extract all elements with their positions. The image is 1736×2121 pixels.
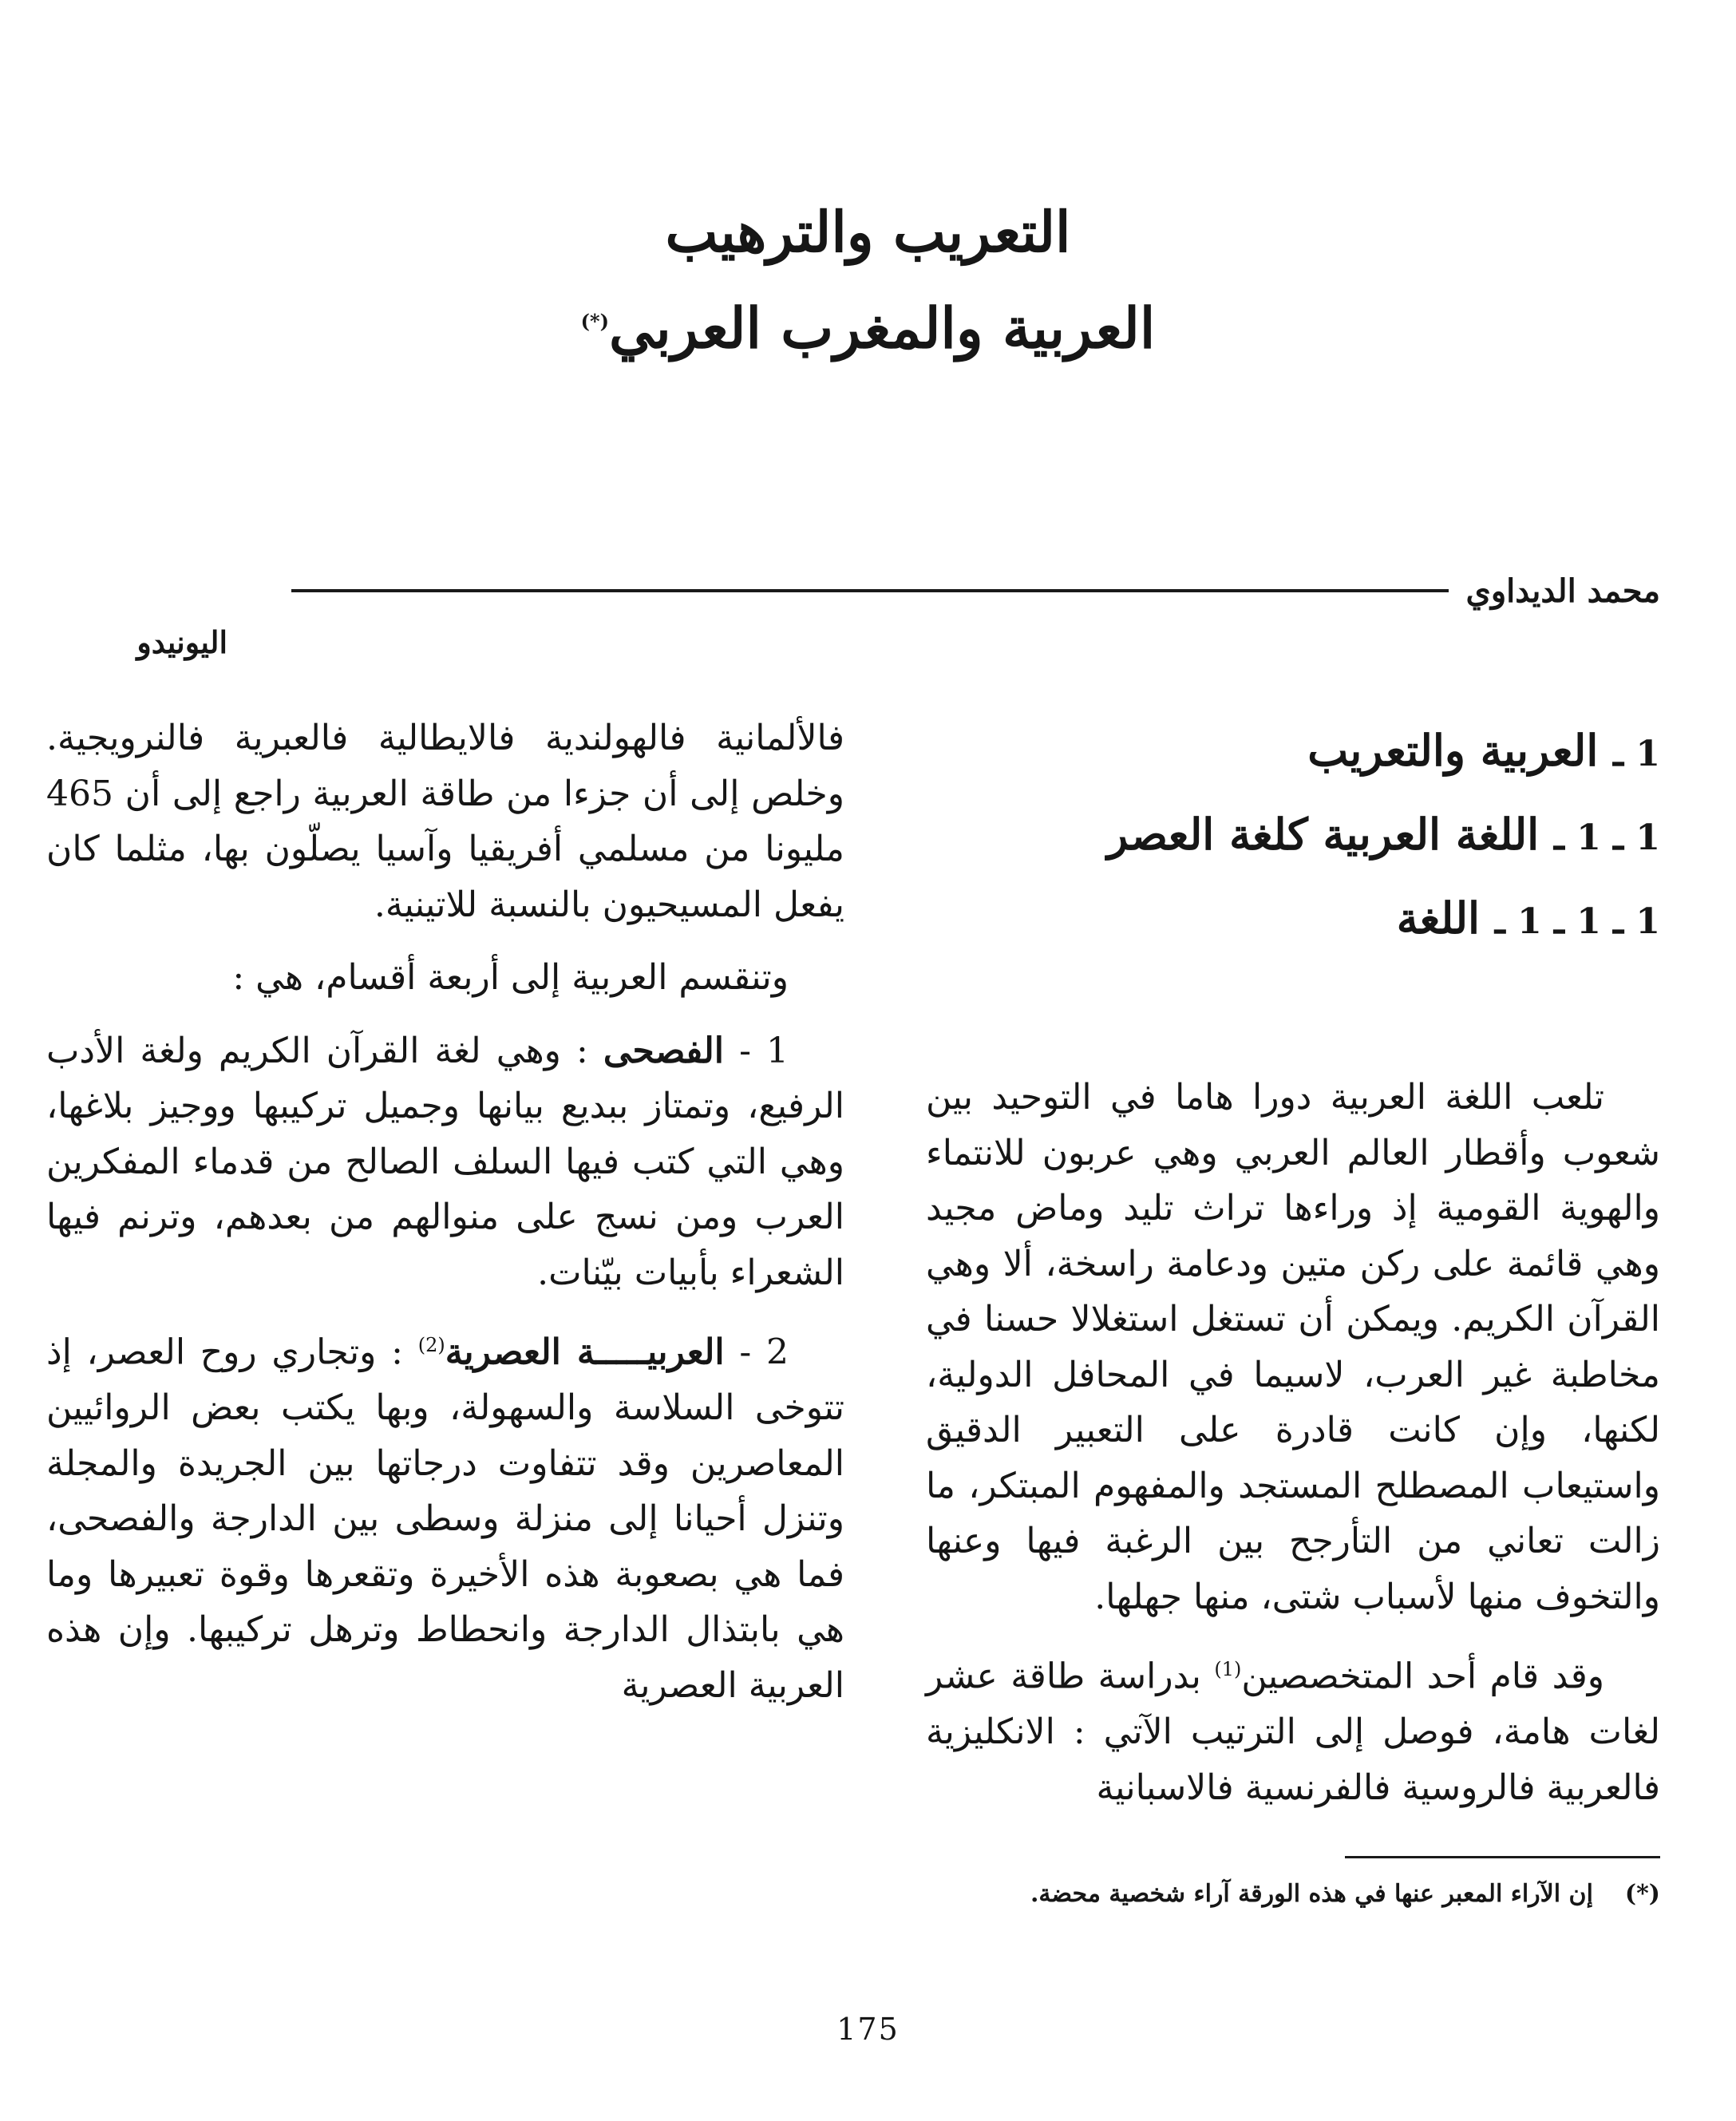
body-paragraph: فالألمانية فالهولندية فالايطالية فالعبرية فالنرويجية. وخلص إلى أن جزءا من طاقة العربية راجع إلى أن 465 مليونا من مسلمي أفريقيا وآسيا يصلّون بها، مثلما كان يفعل المسيحيون بالنسبة للاتينية. [46, 718, 844, 925]
subsubsection-heading [926, 878, 1660, 962]
subsubsection-title: اللغة [1396, 892, 1481, 944]
subsection-heading [926, 794, 1660, 878]
body-paragraph: وتنقسم العربية إلى أربعة أقسام، هي : [232, 957, 789, 998]
right-body [926, 1070, 1660, 1815]
subsection-title: اللغة العربية كلغة العصر [1107, 809, 1540, 860]
author-name: محمد الديداوي [1465, 572, 1660, 610]
footnote-ref: (2) [417, 1334, 445, 1356]
paragraph-text: بدراسة طاقة عشر لغات هامة، فوصل إلى الترتيب الآتي : الانكليزية فالعربية فالروسية فالفرنسية فالاسبانية [926, 1656, 1660, 1808]
footnote [1030, 1880, 1660, 1908]
list-item-title: العربيـــــة العصرية [445, 1332, 725, 1373]
section-headings [926, 710, 1660, 962]
left-column [46, 710, 844, 1731]
author-divider [291, 589, 1449, 592]
subtitle [0, 277, 1736, 373]
subsection-number: 1 ـ 1 ـ [1554, 817, 1660, 858]
list-item [46, 1023, 844, 1301]
footnote-text: إن الآراء المعبر عنها في هذه الورقة آراء شخصية محضة. [1030, 1880, 1593, 1908]
body-paragraph: تلعب اللغة العربية دورا هاما في التوحيد بين شعوب وأقطار العالم العربي وهي عربون للانتماء والهوية القومية إذ وراءها تراث تليد وماض مجيد وهي قائمة على ركن متين ودعامة راسخة، ألا وهي القرآن الكريم. ويمكن أن تستغل استغلالا حسنا في مخاطبة غير العرب، لاسيما في المحافل الدولية، لكنها، وإن كانت قادرة على التعبير الدقيق واستيعاب المصطلح المستجد والمفهوم المبتكر، ما زالت تعاني من التأرجح بين الرغبة فيها وعنها والتخوف منها لأسباب شتى، منها جهلها. [926, 1077, 1661, 1617]
title-block [0, 188, 1736, 373]
list-item [46, 1318, 844, 1713]
title-footnote-mark: (*) [580, 310, 609, 333]
subsubsection-number: 1 ـ 1 ـ 1 ـ [1494, 901, 1660, 942]
footnote-divider [1345, 1856, 1660, 1858]
list-item-text: : وتجاري روح العصر، إذ تتوخى السلاسة والسهولة، وبها يكتب بعض الروائيين المعاصرين وقد تتفاوت درجاتها بين الجريدة والمجلة وتنزل أحيانا إلى منزلة وسطى بين الدارجة والفصحى، فما هي بصعوبة هذه الأخيرة وتقعرها وقوة تعبيرها وما هي بابتذال الدارجة وانحطاط وترهل تركيبها. وإن هذه العربية العصرية [46, 1332, 844, 1706]
page-number: 175 [836, 2012, 900, 2047]
section-heading [926, 710, 1660, 794]
footnote-mark: (*) [1624, 1880, 1660, 1908]
subtitle-text: العربية والمغرب العربي [608, 295, 1156, 362]
author-row [291, 559, 1660, 623]
footnote-ref: (1) [1214, 1658, 1242, 1680]
section-title: العربية والتعريب [1307, 725, 1599, 776]
list-item-title: الفصحى [603, 1030, 724, 1071]
author-affiliation: اليونيدو [136, 624, 227, 660]
right-column [926, 710, 1660, 1833]
paragraph-text: وقد قام أحد المتخصصين [1241, 1656, 1604, 1697]
main-title: التعريب والترهيب [665, 199, 1071, 265]
list-number: 1 - [739, 1030, 789, 1071]
list-item-text: : وهي لغة القرآن الكريم ولغة الأدب الرفيع، وتمتاز ببديع بيانها وجميل تركيبها ووجيز بلاغها، وهي التي كتب فيها السلف الصالح من قدماء المفكرين العرب ومن نسج على منوالهم من بعدهم، وترنم فيها الشعراء بأبيات بيّنات. [46, 1030, 844, 1293]
body-paragraph [926, 1642, 1660, 1815]
list-number: 2 - [739, 1332, 789, 1373]
section-number: 1 ـ [1613, 734, 1660, 774]
